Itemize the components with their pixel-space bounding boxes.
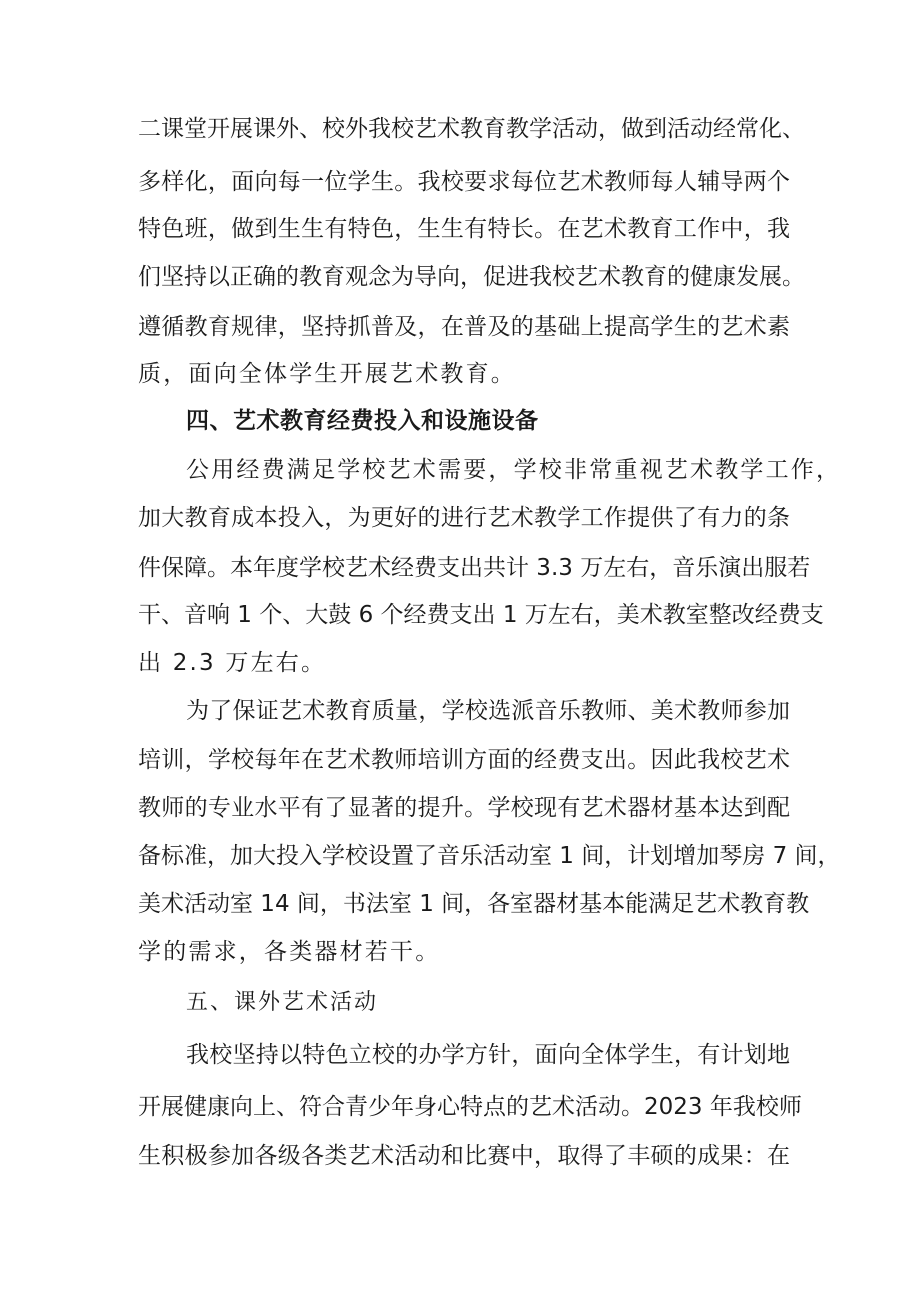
paragraph-line: 加大教育成本投入，为更好的进行艺术教学工作提供了有力的条: [138, 505, 790, 531]
paragraph-line: 出 2.3 万左右。: [138, 650, 327, 676]
paragraph-line: 培训，学校每年在艺术教师培训方面的经费支出。因此我校艺术: [138, 747, 790, 773]
paragraph-line: 公用经费满足学校艺术需要，学校非常重视艺术教学工作，: [186, 457, 842, 483]
paragraph-line: 生积极参加各级各类艺术活动和比赛中，取得了丰硕的成果：在: [138, 1143, 790, 1169]
section-heading: 四、艺术教育经费投入和设施设备: [186, 408, 539, 434]
paragraph-line: 们坚持以正确的教育观念为导向，促进我校艺术教育的健康发展。: [138, 264, 805, 290]
paragraph-line: 开展健康向上、符合青少年身心特点的艺术活动。2023 年我校师: [138, 1094, 802, 1120]
paragraph-line: 特色班，做到生生有特色，生生有特长。在艺术教育工作中，我: [138, 216, 790, 242]
paragraph-line: 干、音响 1 个、大鼓 6 个经费支出 1 万左右，美术教室整改经费支: [138, 602, 824, 628]
paragraph-line: 为了保证艺术教育质量，学校选派音乐教师、美术教师参加: [186, 698, 790, 724]
paragraph-line: 教师的专业水平有了显著的提升。学校现有艺术器材基本达到配: [138, 795, 790, 821]
paragraph-line: 多样化，面向每一位学生。我校要求每位艺术教师每人辅导两个: [138, 169, 790, 195]
paragraph-line: 二课堂开展课外、校外我校艺术教育教学活动，做到活动经常化、: [138, 116, 805, 142]
paragraph-line: 质，面向全体学生开展艺术教育。: [138, 361, 516, 387]
paragraph-line: 备标准，加大投入学校设置了音乐活动室 1 间，计划增加琴房 7 间，: [138, 843, 841, 869]
paragraph-line: 遵循教育规律，坚持抓普及，在普及的基础上提高学生的艺术素: [138, 314, 790, 340]
section-heading: 五、课外艺术活动: [186, 990, 379, 1015]
paragraph-line: 学的需求，各类器材若干。: [138, 939, 441, 965]
paragraph-line: 美术活动室 14 间，书法室 1 间，各室器材基本能满足艺术教育教: [138, 891, 810, 917]
paragraph-line: 我校坚持以特色立校的办学方针，面向全体学生，有计划地: [186, 1042, 790, 1068]
paragraph-line: 件保障。本年度学校艺术经费支出共计 3.3 万左右，音乐演出服若: [138, 555, 811, 581]
